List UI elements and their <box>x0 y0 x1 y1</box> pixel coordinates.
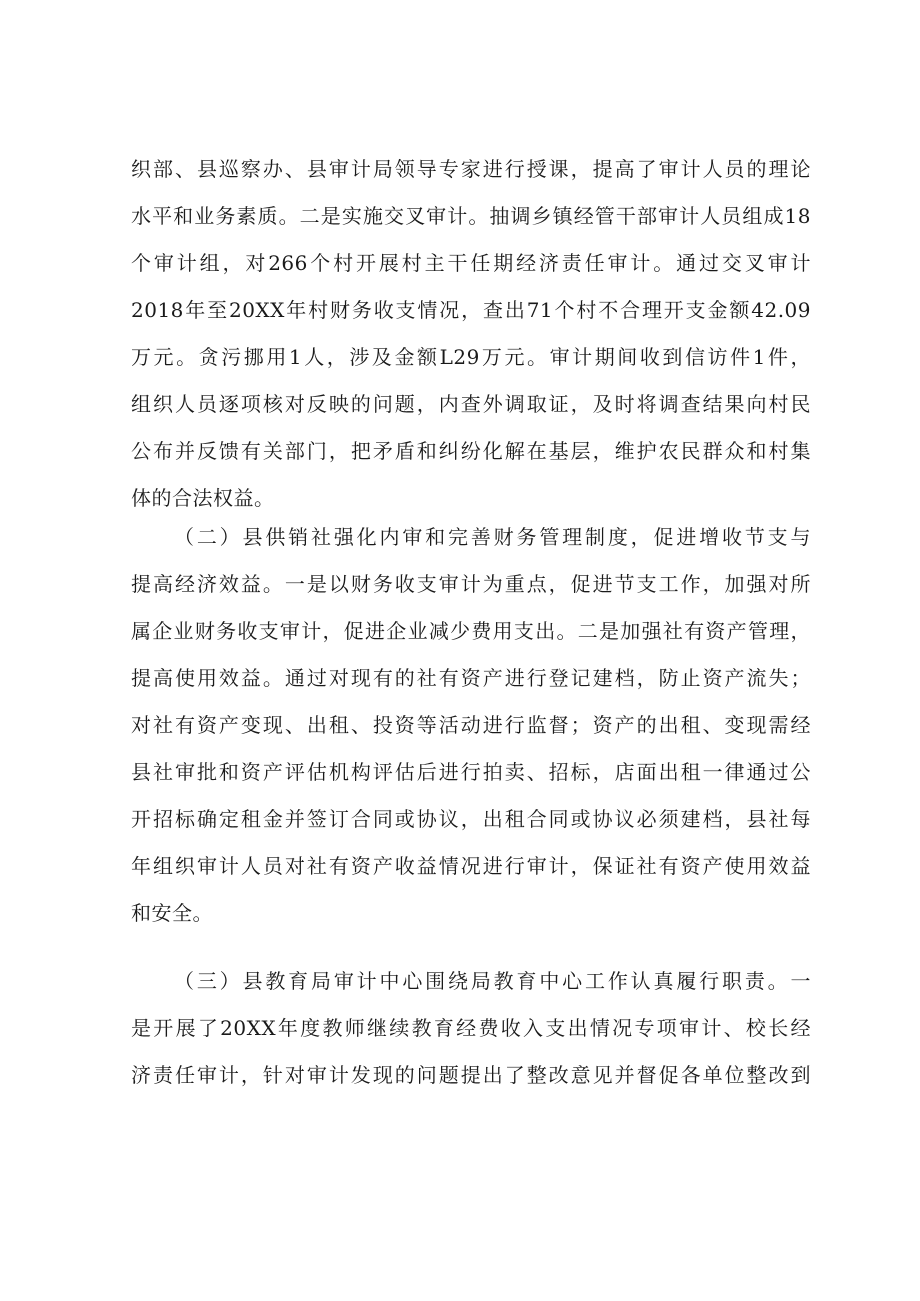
paragraph-line: 组织人员逐项核对反映的问题，内查外调取证，及时将调查结果向村民 <box>131 392 811 416</box>
paragraph-3 <box>131 958 811 1099</box>
paragraph-line: 县社审批和资产评估机构评估后进行拍卖、招标，店面出租一律通过公 <box>131 760 811 784</box>
paragraph-line: 万元。贪污挪用1人，涉及金额L29万元。审计期间收到信访件1件， <box>131 345 811 369</box>
paragraph-line: 提高经济效益。一是以财务收支审计为重点，促进节支工作，加强对所 <box>131 572 811 596</box>
paragraph-line: 济责任审计，针对审计发现的问题提出了整改意见并督促各单位整改到 <box>131 1063 811 1087</box>
paragraph-line: 和安全。 <box>131 901 213 925</box>
paragraph-line: 属企业财务收支审计，促进企业减少费用支出。二是加强社有资产管理， <box>131 619 811 643</box>
paragraph-2 <box>131 514 811 937</box>
paragraph-line: 水平和业务素质。二是实施交叉审计。抽调乡镇经管干部审计人员组成18 <box>131 204 811 228</box>
paragraph-line: 提高使用效益。通过对现有的社有资产进行登记建档，防止资产流失； <box>131 666 811 690</box>
paragraph-line: 是开展了20XX年度教师继续教育经费收入支出情况专项审计、校长经 <box>131 1016 811 1040</box>
paragraph-line: 个审计组，对266个村开展村主干任期经济责任审计。通过交叉审计 <box>131 251 811 275</box>
paragraph-line: （二）县供销社强化内审和完善财务管理制度，促进增收节支与 <box>174 525 811 549</box>
paragraph-line: 年组织审计人员对社有资产收益情况进行审计，保证社有资产使用效益 <box>131 854 811 878</box>
paragraph-line: 体的合法权益。 <box>131 486 275 510</box>
paragraph-1 <box>131 146 811 522</box>
paragraph-line: 2018年至20XX年村财务收支情况，查出71个村不合理开支金额42.09 <box>131 298 811 322</box>
paragraph-line: （三）县教育局审计中心围绕局教育中心工作认真履行职责。一 <box>174 969 811 993</box>
paragraph-line: 对社有资产变现、出租、投资等活动进行监督；资产的出租、变现需经 <box>131 713 811 737</box>
paragraph-line: 织部、县巡察办、县审计局领导专家进行授课，提高了审计人员的理论 <box>131 157 811 181</box>
paragraph-line: 开招标确定租金并签订合同或协议，出租合同或协议必须建档，县社每 <box>131 807 811 831</box>
paragraph-line: 公布并反馈有关部门，把矛盾和纠纷化解在基层，维护农民群众和村集 <box>131 439 811 463</box>
